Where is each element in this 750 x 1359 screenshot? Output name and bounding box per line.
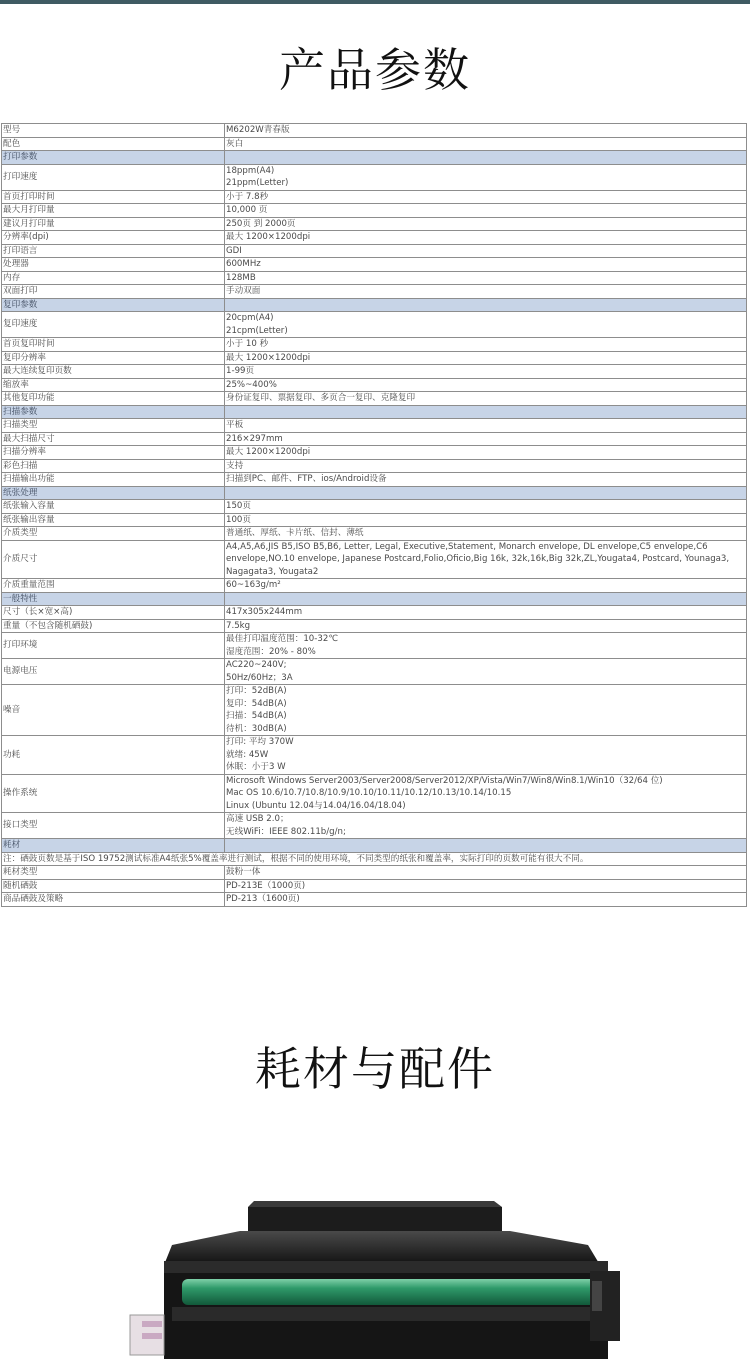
section-blank: [225, 592, 747, 606]
spec-value-line: 20cpm(A4): [226, 313, 274, 323]
spec-value-line: 打印: 平均 370W: [226, 737, 294, 747]
spec-value: [225, 392, 747, 406]
spec-label: 缩放率: [2, 378, 225, 392]
spec-label: 最大月打印量: [2, 204, 225, 218]
spec-value-line: 扫描到PC、邮件、FTP、ios/Android设备: [226, 474, 387, 484]
spec-label: 纸张输入容量: [2, 500, 225, 514]
spec-label: 配色: [2, 137, 225, 151]
spec-value: [225, 446, 747, 460]
spec-value-line: 支持: [226, 460, 244, 471]
spec-label: 耗材类型: [2, 866, 225, 880]
spec-section-header: [2, 486, 747, 500]
spec-label: 处理器: [2, 258, 225, 272]
spec-value-line: 128MB: [226, 272, 256, 283]
spec-value: [225, 579, 747, 593]
spec-value: [225, 365, 747, 379]
spec-value-line: 灰白: [226, 138, 244, 149]
page-title: 产品参数: [279, 43, 471, 97]
spec-label: 功耗: [2, 736, 225, 775]
section-blank: [225, 405, 747, 419]
spec-value: [225, 285, 747, 299]
spec-row: [2, 244, 747, 258]
spec-row: [2, 513, 747, 527]
spec-value: [225, 164, 747, 190]
spec-row: [2, 446, 747, 460]
spec-value-line: 7.5kg: [226, 620, 251, 631]
spec-row: [2, 619, 747, 633]
spec-value: [225, 527, 747, 541]
spec-value-line: 平板: [226, 420, 244, 430]
spec-row: [2, 365, 747, 379]
spec-value-line: 待机：30dB(A): [226, 723, 287, 734]
spec-row: [2, 893, 747, 907]
spec-value: [225, 271, 747, 285]
spec-value-line: 100页: [226, 514, 251, 525]
spec-row: [2, 500, 747, 514]
spec-value-line: 25%~400%: [226, 379, 277, 390]
spec-row: [2, 736, 747, 775]
spec-value: [225, 231, 747, 245]
spec-row: [2, 606, 747, 620]
spec-value-line: 18ppm(A4): [226, 165, 275, 176]
spec-label: 建议月打印量: [2, 217, 225, 231]
spec-value-line: AC220~240V;: [226, 660, 287, 670]
spec-row: [2, 392, 747, 406]
section-label: 耗材: [2, 839, 225, 853]
section-blank: [225, 486, 747, 500]
spec-label: 介质重量范围: [2, 579, 225, 593]
spec-value-line: 扫描：54dB(A): [226, 711, 287, 721]
spec-label: 首页复印时间: [2, 338, 225, 352]
section-label: 复印参数: [2, 298, 225, 312]
spec-value: [225, 190, 747, 204]
spec-label: 介质尺寸: [2, 540, 225, 579]
spec-value-line: 普通纸、厚纸、卡片纸、信封、薄纸: [226, 528, 364, 538]
spec-label: 操作系统: [2, 774, 225, 813]
spec-label: 接口类型: [2, 813, 225, 839]
spec-value-line: 打印：52dB(A): [226, 686, 287, 696]
spec-label: 纸张输出容量: [2, 513, 225, 527]
spec-note-row: [2, 852, 747, 866]
spec-value-line: M6202W青春版: [226, 125, 290, 135]
spec-row: [2, 540, 747, 579]
section-blank: [225, 839, 747, 853]
spec-value-line: 21cpm(Letter): [226, 325, 288, 336]
spec-label: 复印速度: [2, 312, 225, 338]
spec-value: [225, 633, 747, 659]
spec-label: 商品硒鼓及策略: [2, 893, 225, 907]
spec-value-line: Linux (Ubuntu 12.04与14.04/16.04/18.04): [226, 800, 406, 811]
spec-value-line: 1-99页: [226, 366, 255, 376]
spec-value: [225, 866, 747, 880]
spec-value-line: A4,A5,A6,JIS B5,ISO B5,B6, Letter, Legal, Executive,Statement, Monarch envelope, DL envelope,C5 envelope,C6 envelope,NO.10 envelope, Japanese Postcard,Folio,Oficio,Big 16k, 32k,16k,Big 32k,ZL,Yougata4, Postcard, Younaga3, Nagagata3, Yougata2: [226, 541, 730, 577]
spec-row: [2, 351, 747, 365]
spec-row: [2, 258, 747, 272]
spec-label: 首页打印时间: [2, 190, 225, 204]
spec-label: 随机硒鼓: [2, 879, 225, 893]
spec-value: [225, 813, 747, 839]
spec-label: 扫描输出功能: [2, 473, 225, 487]
spec-value-line: 216×297mm: [226, 433, 283, 444]
spec-label: 重量（不包含随机硒鼓): [2, 619, 225, 633]
spec-value-line: 鼓粉一体: [226, 867, 261, 877]
spec-value-line: PD-213（1600页): [226, 894, 300, 904]
spec-row: [2, 338, 747, 352]
spec-row: [2, 879, 747, 893]
top-divider-bar: [0, 0, 750, 4]
spec-row: [2, 633, 747, 659]
spec-row: [2, 432, 747, 446]
spec-value: [225, 419, 747, 433]
section-blank: [225, 298, 747, 312]
spec-label: 其他复印功能: [2, 392, 225, 406]
spec-value-line: 湿度范围：20% - 80%: [226, 646, 316, 657]
spec-value-line: 最大 1200×1200dpi: [226, 447, 311, 457]
spec-value: [225, 137, 747, 151]
spec-value-line: 250页 到 2000页: [226, 218, 296, 229]
spec-label: 型号: [2, 124, 225, 138]
toner-cartridge-image: [120, 1195, 640, 1359]
spec-row: [2, 164, 747, 190]
spec-label: 内存: [2, 271, 225, 285]
spec-value-line: 无线WiFi：IEEE 802.11b/g/n;: [226, 826, 346, 837]
spec-label: 双面打印: [2, 285, 225, 299]
spec-label: 扫描类型: [2, 419, 225, 433]
spec-value: [225, 124, 747, 138]
spec-label: 最大扫描尺寸: [2, 432, 225, 446]
spec-value: [225, 659, 747, 685]
spec-value: [225, 432, 747, 446]
spec-row: [2, 271, 747, 285]
spec-value-line: 小于 7.8秒: [226, 191, 269, 202]
section-title-consumables: 耗材与配件: [255, 1042, 495, 1096]
spec-section-header: [2, 151, 747, 165]
spec-value-line: 21ppm(Letter): [226, 178, 289, 188]
spec-value-line: 50Hz/60Hz；3A: [226, 672, 293, 683]
spec-value: [225, 378, 747, 392]
spec-value-line: 最大 1200×1200dpi: [226, 352, 311, 363]
spec-value-line: 休眠：小于3 W: [226, 762, 286, 772]
spec-value-line: Mac OS 10.6/10.7/10.8/10.9/10.10/10.11/10.12/10.13/10.14/10.15: [226, 788, 512, 798]
spec-value-line: 复印：54dB(A): [226, 698, 287, 709]
spec-value: [225, 619, 747, 633]
spec-value: [225, 893, 747, 907]
spec-value: [225, 606, 747, 620]
spec-label: 介质类型: [2, 527, 225, 541]
spec-row: [2, 124, 747, 138]
spec-row: [2, 285, 747, 299]
spec-table: [1, 123, 747, 907]
spec-value: [225, 244, 747, 258]
section-label: 一般特性: [2, 592, 225, 606]
spec-value: [225, 459, 747, 473]
spec-label: 分辨率(dpi): [2, 231, 225, 245]
spec-label: 彩色扫描: [2, 459, 225, 473]
spec-value-line: 60~163g/m²: [226, 580, 281, 590]
spec-value-line: PD-213E（1000页): [226, 880, 306, 891]
spec-row: [2, 473, 747, 487]
spec-row: [2, 137, 747, 151]
spec-value-line: 417x305x244mm: [226, 607, 303, 617]
spec-label: 打印语言: [2, 244, 225, 258]
spec-value-line: GDI: [226, 245, 242, 256]
spec-value: [225, 258, 747, 272]
spec-label: 噪音: [2, 685, 225, 736]
spec-row: [2, 527, 747, 541]
spec-value-line: 10,000 页: [226, 205, 268, 215]
spec-row: [2, 813, 747, 839]
spec-section-header: [2, 592, 747, 606]
spec-row: [2, 685, 747, 736]
spec-row: [2, 378, 747, 392]
spec-label: 电源电压: [2, 659, 225, 685]
section-blank: [225, 151, 747, 165]
spec-value: [225, 217, 747, 231]
spec-value-line: 高速 USB 2.0；: [226, 814, 289, 824]
spec-value: [225, 540, 747, 579]
spec-label: 扫描分辨率: [2, 446, 225, 460]
spec-row: [2, 190, 747, 204]
spec-value: [225, 204, 747, 218]
spec-row: [2, 866, 747, 880]
spec-value-line: 600MHz: [226, 259, 261, 269]
spec-value-line: 最佳打印温度范围：10-32℃: [226, 634, 338, 644]
spec-section-header: [2, 298, 747, 312]
spec-value: [225, 774, 747, 813]
spec-row: [2, 419, 747, 433]
spec-value: [225, 500, 747, 514]
spec-value: [225, 338, 747, 352]
spec-value: [225, 351, 747, 365]
spec-value-line: 身份证复印、票据复印、多页合一复印、克隆复印: [226, 393, 416, 403]
spec-row: [2, 217, 747, 231]
spec-row: [2, 774, 747, 813]
spec-label: 打印环境: [2, 633, 225, 659]
spec-row: [2, 659, 747, 685]
spec-row: [2, 231, 747, 245]
spec-value: [225, 879, 747, 893]
spec-value-line: Microsoft Windows Server2003/Server2008/Server2012/XP/Vista/Win7/Win8/Win8.1/Win10（32/64 位): [226, 775, 663, 786]
spec-section-header: [2, 839, 747, 853]
spec-value-line: 小于 10 秒: [226, 339, 269, 349]
spec-value-line: 手动双面: [226, 286, 261, 296]
spec-value-line: 最大 1200×1200dpi: [226, 232, 311, 242]
spec-value: [225, 473, 747, 487]
spec-value: [225, 513, 747, 527]
spec-row: [2, 459, 747, 473]
spec-section-header: [2, 405, 747, 419]
section-label: 打印参数: [2, 151, 225, 165]
spec-label: 最大连续复印页数: [2, 365, 225, 379]
section-label: 纸张处理: [2, 486, 225, 500]
spec-note: 注：硒鼓页数是基于ISO 19752测试标准A4纸张5%覆盖率进行测试，根据不同的使用环境，不同类型的纸张和覆盖率，实际打印的页数可能有很大不同。: [2, 852, 747, 866]
spec-value: [225, 312, 747, 338]
spec-value-line: 150页: [226, 501, 251, 511]
spec-label: 尺寸（长×宽×高): [2, 606, 225, 620]
spec-row: [2, 312, 747, 338]
spec-value: [225, 685, 747, 736]
section-label: 扫描参数: [2, 405, 225, 419]
spec-label: 复印分辨率: [2, 351, 225, 365]
spec-row: [2, 204, 747, 218]
spec-row: [2, 579, 747, 593]
spec-value-line: 就绪: 45W: [226, 749, 269, 760]
spec-value: [225, 736, 747, 775]
spec-label: 打印速度: [2, 164, 225, 190]
